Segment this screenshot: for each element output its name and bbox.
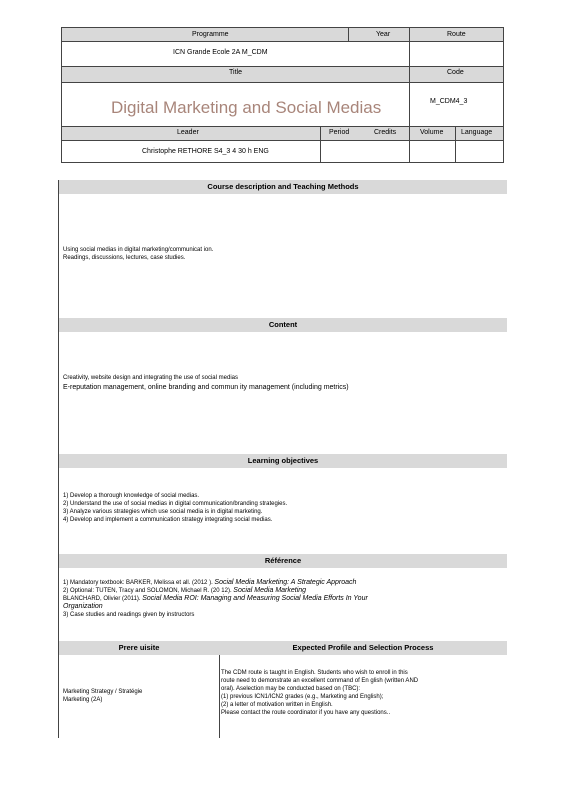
year-label: Year <box>376 31 391 38</box>
credits-label: Credits <box>374 129 397 136</box>
reference-title: Référence <box>59 554 507 568</box>
title-label: Title <box>229 69 242 76</box>
language-label: Language <box>461 129 493 136</box>
objectives-title: Learning objectives <box>59 454 507 468</box>
profile-line: (2) a letter of motivation written in English. <box>221 702 333 708</box>
course-header-table <box>61 27 504 163</box>
profile-body <box>221 669 418 717</box>
reference-body <box>63 579 503 619</box>
course-title: Digital Marketing and Social Medias <box>111 98 382 117</box>
reference-item: 3) Case studies and readings given by instructors <box>63 612 195 618</box>
profile-line: Please contact the route coordinator if you have any questions.. <box>221 710 391 716</box>
programme-label: Programme <box>192 31 229 38</box>
profile-title: Expected Profile and Selection Process <box>292 643 434 652</box>
profile-line: (1) previous ICN1/ICN2 grades (e.g., Marketing and English); <box>221 694 384 700</box>
reference-item: 2) Optional: TUTEN, Tracy and SOLOMON, Michael R. (20 12). Social Media Marketing <box>63 587 307 594</box>
prerequisite-line: Marketing Strategy / Stratégie <box>63 689 143 695</box>
profile-line: route need to demonstrate an excellent command of En glish (written AND <box>221 678 419 684</box>
reference-item: BLANCHARD, Olivier (2011). Social Media ROI: Managing and Measuring Social Media Efforts In Your <box>63 595 368 602</box>
prerequisite-line: Marketing (2A) <box>63 697 103 703</box>
course-code: M_CDM4_3 <box>430 98 468 105</box>
description-body <box>63 246 213 262</box>
course-body <box>58 180 507 738</box>
content-line: E-reputation management, online branding and commun ity management (including metrics) <box>63 384 349 391</box>
objective-item: 4) Develop and implement a communication strategy integrating social medias. <box>63 517 273 523</box>
header-row-1 <box>62 28 503 41</box>
programme-value: ICN Grande Ecole 2A M_CDM <box>173 49 268 56</box>
header-row-2 <box>62 67 503 82</box>
objective-item: 1) Develop a thorough knowledge of social medias. <box>63 493 200 499</box>
description-title: Course description and Teaching Methods <box>59 180 507 194</box>
description-line: Using social medias in digital marketing/communicat ion. <box>63 247 214 253</box>
reference-item: 1) Mandatory textbook: BARKER, Melissa et all. (2012 ). Social Media Marketing: A Strategic Approach <box>63 579 357 586</box>
profile-line: The CDM route is taught in English. Students who wish to enroll in this <box>221 670 408 676</box>
objective-item: 3) Analyze various strategies which use social media is in digital marketing. <box>63 509 263 515</box>
prerequisite-title: Prere uisite <box>118 643 160 652</box>
profile-line: oral). Aselection may be conducted based on (TBC): <box>221 686 361 692</box>
content-line: Creativity, website design and integrating the use of social medias <box>63 375 238 381</box>
content-body <box>63 374 349 393</box>
reference-item: Organization <box>63 603 103 610</box>
leader-value: Christophe RETHORE S4_3 4 30 h ENG <box>142 148 269 155</box>
route-label: Route <box>447 31 466 38</box>
description-line: Readings, discussions, lectures, case studies. <box>63 255 186 261</box>
period-label: Period <box>329 129 350 136</box>
objective-item: 2) Understand the use of social medias in digital communication/branding strategies. <box>63 501 288 507</box>
prerequisite-body <box>63 688 142 704</box>
leader-label: Leader <box>177 129 199 136</box>
code-label: Code <box>447 69 464 76</box>
volume-label: Volume <box>420 129 444 136</box>
objectives-body <box>63 492 287 524</box>
column-divider <box>219 655 220 738</box>
content-title: Content <box>59 318 507 332</box>
